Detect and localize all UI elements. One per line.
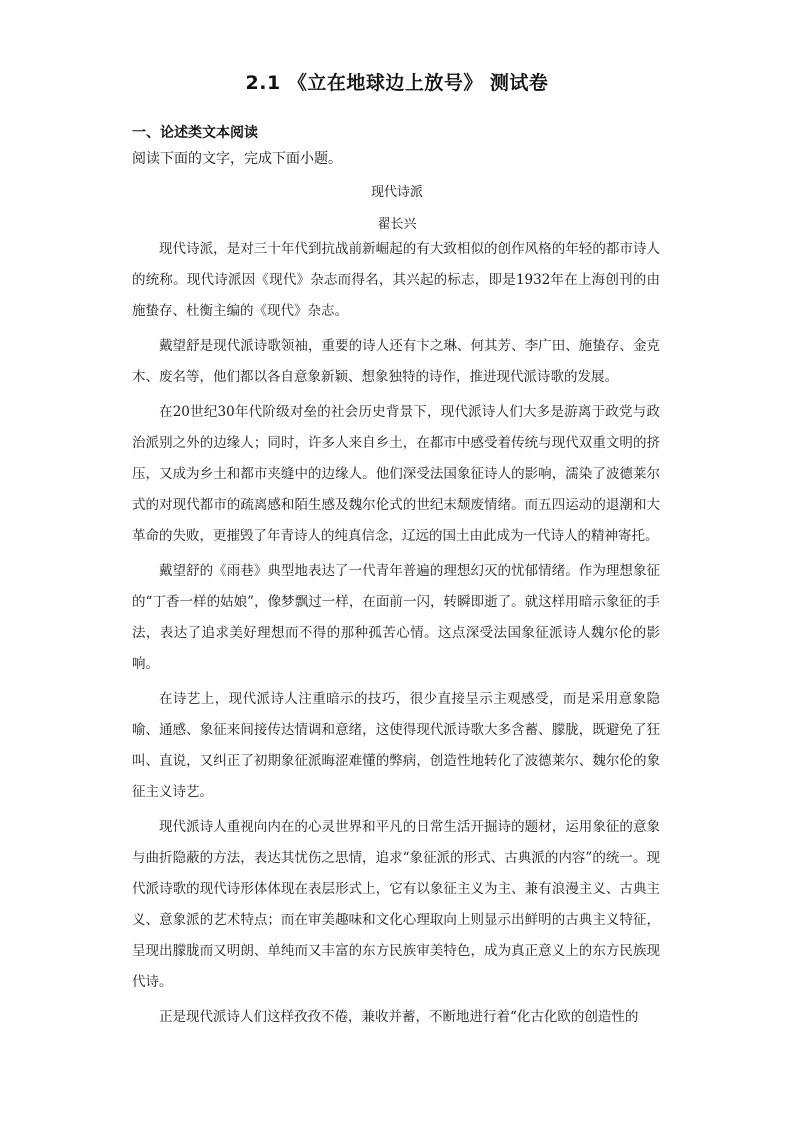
article-body xyxy=(132,234,660,1037)
article-title: 现代诗派 xyxy=(370,185,423,200)
article-paragraph: 戴望舒的《雨巷》典型地表达了一代青年普遍的理想幻灭的忧郁情绪。作为理想象征的“丁香一样的姑娘”，像梦飘过一样，在面前一闪，转瞬即逝了。就这样用暗示象征的手法，表达了追求美好理想而不得的那种孤苦心情。这点深受法国象征派诗人魏尔伦的影响。 xyxy=(132,563,660,672)
article-paragraph: 在20世纪30年代阶级对垒的社会历史背景下，现代派诗人们大多是游离于政党与政治派别之外的边缘人；同时，许多人来自乡土，在都市中感受着传统与现代双重文明的挤压，又成为乡土和都市夹缝中的边缘人。他们深受法国象征诗人的影响，濡染了波德莱尔式的对现代都市的疏离感和陌生感及魏尔伦式的世纪末颓废情绪。而五四运动的退潮和大革命的失败，更摧毁了年青诗人的纯真信念，辽远的国土由此成为一代诗人的精神寄托。 xyxy=(132,404,660,544)
article-paragraph: 戴望舒是现代派诗歌领袖，重要的诗人还有卞之琳、何其芳、李广田、施蛰存、金克木、废名等，他们都以各自意象新颖、想象独特的诗作，推进现代派诗歌的发展。 xyxy=(132,338,660,385)
instruction-text: 阅读下面的文字，完成下面小题。 xyxy=(132,151,342,167)
section-heading: 一、论述类文本阅读 xyxy=(132,125,258,141)
page-title: 2.1 《立在地球边上放号》 测试卷 xyxy=(245,72,549,94)
article-paragraph: 正是现代派诗人们这样孜孜不倦，兼收并蓄，不断地进行着“化古化欧的创造性的 xyxy=(159,1009,639,1025)
article-paragraph: 在诗艺上，现代派诗人注重暗示的技巧，很少直接呈示主观感受，而是采用意象隐喻、通感、象征来间接传达情调和意绪，这使得现代派诗歌大多含蓄、朦胧，既避免了狂叫、直说，又纠正了初期象征派晦涩难懂的弊病，创造性地转化了波德莱尔、魏尔伦的象征主义诗艺。 xyxy=(132,691,660,800)
article-author: 翟长兴 xyxy=(377,217,417,232)
article-paragraph: 现代派诗人重视向内在的心灵世界和平凡的日常生活开掘诗的题材，运用象征的意象与曲折隐蔽的方法，表达其忧伤之思情，追求“象征派的形式、古典派的内容”的统一。现代派诗歌的现代诗形体体现在表层形式上，它有以象征主义为主、兼有浪漫主义、古典主义、意象派的艺术特点；而在审美趣味和文化心理取向上则显示出鲜明的古典主义特征，呈现出朦胧而又明朗、单纯而又丰富的东方民族审美特色，成为真正意义上的东方民族现代诗。 xyxy=(132,819,660,990)
article-paragraph: 现代诗派，是对三十年代到抗战前新崛起的有大致相似的创作风格的年轻的都市诗人的统称。现代诗派因《现代》杂志而得名，其兴起的标志，即是1932年在上海创刊的由施蛰存、杜衡主编的《现代》杂志。 xyxy=(132,241,660,319)
